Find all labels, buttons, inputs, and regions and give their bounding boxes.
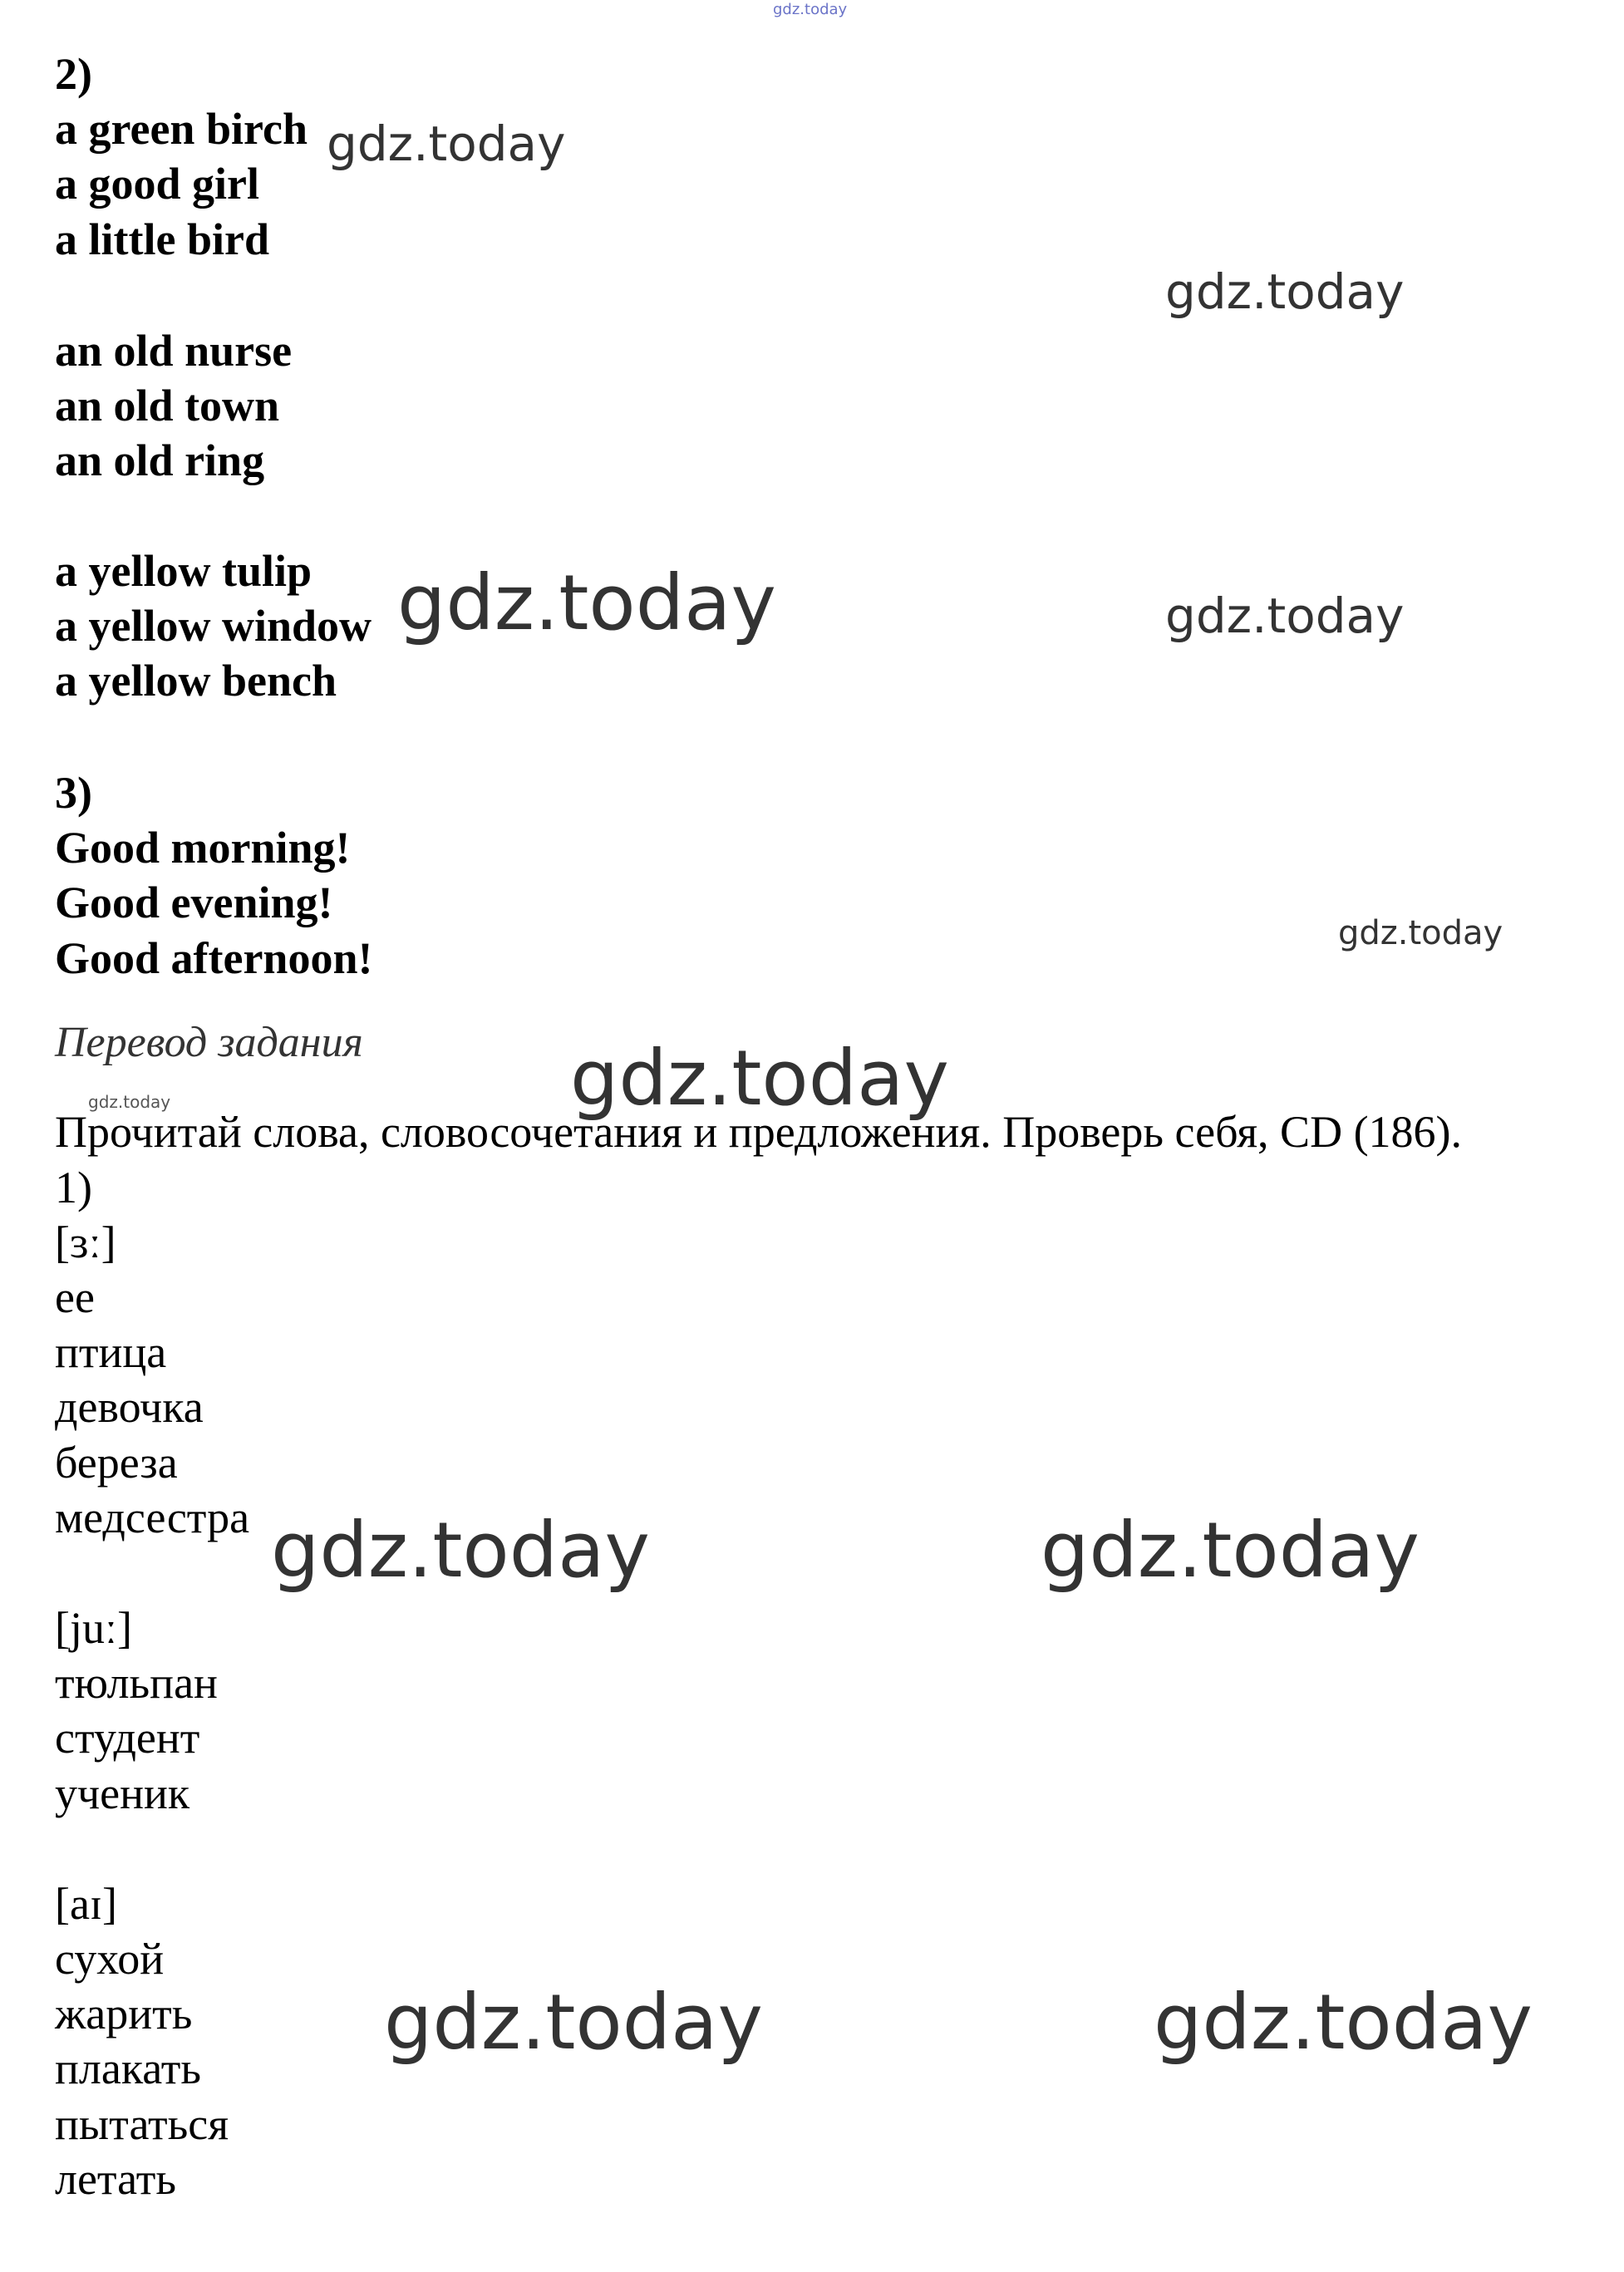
watermark: gdz.today <box>1338 914 1503 952</box>
translation-heading: Перевод задания <box>55 1019 363 1066</box>
phrase-line: an old ring <box>55 435 265 485</box>
watermark: gdz.today <box>271 1506 650 1595</box>
phrase-line: a yellow window <box>55 601 372 651</box>
phrase-line: an old town <box>55 381 280 430</box>
watermark: gdz.today <box>384 1978 763 2067</box>
word-line: медсестра <box>55 1493 250 1542</box>
word-line: летать <box>55 2154 176 2204</box>
word-line: ее <box>55 1272 95 1322</box>
word-line: студент <box>55 1713 200 1763</box>
phrase-line: a good girl <box>55 159 260 209</box>
top-watermark: gdz.today <box>773 1 848 18</box>
word-line: береза <box>55 1438 178 1488</box>
watermark: gdz.today <box>88 1092 171 1112</box>
section3-heading: 3) <box>55 768 92 818</box>
watermark: gdz.today <box>397 558 776 647</box>
word-line: птица <box>55 1327 167 1377</box>
phrase-line: a little bird <box>55 214 269 264</box>
word-line: девочка <box>55 1382 204 1432</box>
watermark: gdz.today <box>327 116 566 172</box>
greeting-line: Good morning! <box>55 823 351 873</box>
watermark: gdz.today <box>1041 1506 1420 1595</box>
sound-label: [juː] <box>55 1603 132 1653</box>
translation-instruction: Прочитай слова, словосочетания и предложения. Проверь себя, CD (186). <box>55 1107 1463 1157</box>
phrase-line: a yellow tulip <box>55 546 312 596</box>
sound-label: [ɜː] <box>55 1217 116 1267</box>
word-line: тюльпан <box>55 1658 218 1708</box>
word-line: сухой <box>55 1934 165 1984</box>
watermark: gdz.today <box>1165 263 1405 320</box>
greeting-line: Good evening! <box>55 878 333 927</box>
phrase-line: an old nurse <box>55 326 293 376</box>
watermark: gdz.today <box>1154 1978 1533 2067</box>
part-number: 1) <box>55 1163 92 1212</box>
word-line: плакать <box>55 2043 202 2093</box>
word-line: пытаться <box>55 2099 229 2149</box>
greeting-line: Good afternoon! <box>55 933 373 983</box>
word-line: ученик <box>55 1768 190 1818</box>
sound-label: [aɪ] <box>55 1879 117 1929</box>
watermark: gdz.today <box>1165 588 1405 644</box>
word-line: жарить <box>55 1989 193 2038</box>
phrase-line: a yellow bench <box>55 656 337 706</box>
watermark: gdz.today <box>570 1034 949 1123</box>
section2-heading: 2) <box>55 49 92 99</box>
phrase-line: a green birch <box>55 104 308 154</box>
